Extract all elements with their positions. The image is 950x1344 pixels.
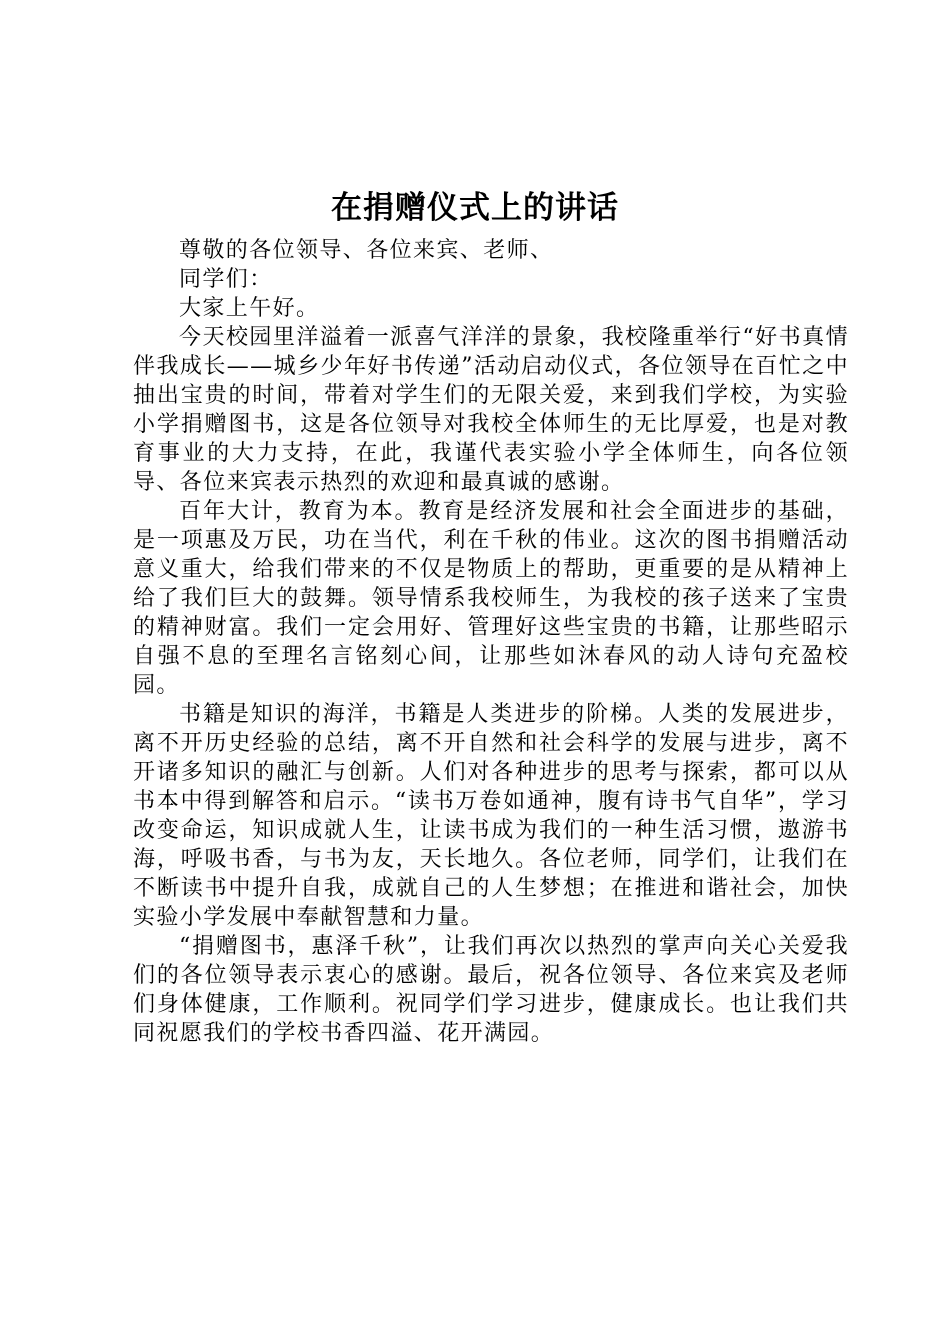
paragraph-4: “捐赠图书，惠泽千秋”，让我们再次以热烈的掌声向关心关爱我们的各位领导表示衷心的感谢。最后，祝各位领导、各位来宾及老师们身体健康，工作顺利。祝同学们学习进步，健康成长。也让我们共同祝愿我们的学校书香四溢、花开满园。 xyxy=(133,934,849,1046)
paragraph-1: 今天校园里洋溢着一派喜气洋洋的景象，我校隆重举行“好书真情伴我成长——城乡少年好书传递”活动启动仪式，各位领导在百忙之中抽出宝贵的时间，带着对学生们的无限关爱，来到我们学校，为实验小学捐赠图书，这是各位领导对我校全体师生的无比厚爱，也是对教育事业的大力支持，在此，我谨代表实验小学全体师生，向各位领导、各位来宾表示热烈的欢迎和最真诚的感谢。 xyxy=(133,325,849,495)
salutation-line-1: 尊敬的各位领导、各位来宾、老师、 xyxy=(179,238,554,263)
greeting-line: 大家上午好。 xyxy=(179,296,320,321)
salutation-line-2: 同学们： xyxy=(179,267,273,292)
document-title: 在捐赠仪式上的讲话 xyxy=(331,190,619,226)
document-body xyxy=(133,236,849,1048)
paragraph-2: 百年大计，教育为本。教育是经济发展和社会全面进步的基础，是一项惠及万民，功在当代，利在千秋的伟业。这次的图书捐赠活动意义重大，给我们带来的不仅是物质上的帮助，更重要的是从精神上给了我们巨大的鼓舞。领导情系我校师生，为我校的孩子送来了宝贵的精神财富。我们一定会用好、管理好这些宝贵的书籍，让那些昭示自强不息的至理名言铭刻心间，让那些如沐春风的动人诗句充盈校园。 xyxy=(133,499,849,698)
paragraph-3: 书籍是知识的海洋，书籍是人类进步的阶梯。人类的发展进步，离不开历史经验的总结，离不开自然和社会科学的发展与进步，离不开诸多知识的融汇与创新。人们对各种进步的思考与探索，都可以从书本中得到解答和启示。“读书万卷如通神，腹有诗书气自华”，学习改变命运，知识成就人生，让读书成为我们的一种生活习惯，遨游书海，呼吸书香，与书为友，天长地久。各位老师，同学们，让我们在不断读书中提升自我，成就自己的人生梦想；在推进和谐社会，加快实验小学发展中奉献智慧和力量。 xyxy=(133,702,849,930)
